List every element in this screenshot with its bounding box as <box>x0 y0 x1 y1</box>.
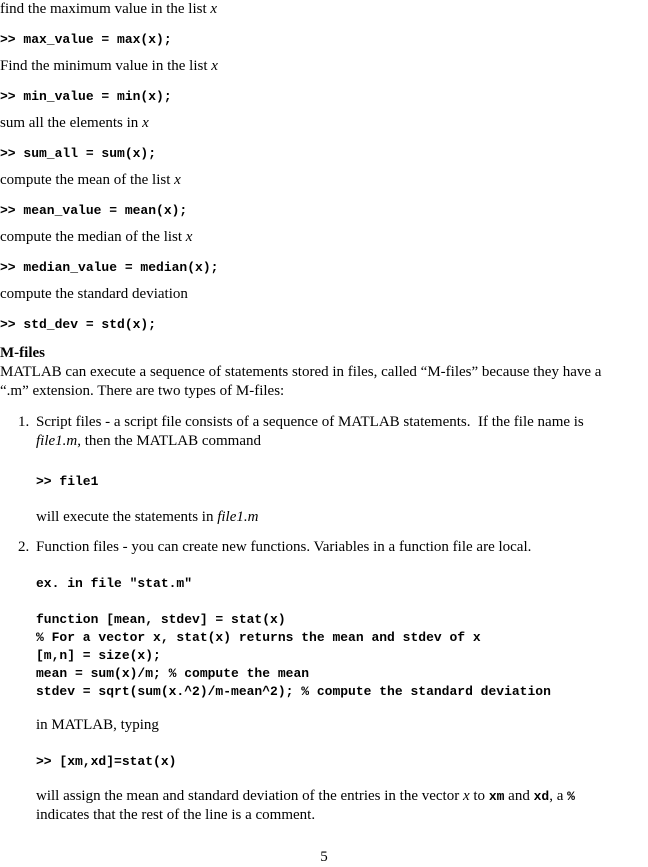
text-span: compute the mean of the list <box>0 172 175 188</box>
text-span: will assign the mean and standard deviation of the entries in the vector <box>36 788 463 804</box>
file-name: file1.m <box>217 509 259 525</box>
list-item-text: Function files - you can create new functions. Variables in a function file are local. <box>36 539 532 555</box>
code-line: ex. in file "stat.m" <box>36 576 193 591</box>
text-span: , then the MATLAB command <box>77 433 261 449</box>
file-name: file1.m <box>36 433 78 449</box>
code-line: function [mean, stdev] = stat(x) <box>36 612 286 627</box>
math-var: x <box>174 172 181 188</box>
list-item-text: indicates that the rest of the line is a comment. <box>36 807 316 823</box>
paragraph-line: “.m” extension. There are two types of M-files: <box>0 383 285 399</box>
text-span: will execute the statements in <box>36 509 218 525</box>
code-line: >> std_dev = std(x); <box>0 317 157 332</box>
text-span: and <box>504 788 534 804</box>
math-var: x <box>185 229 193 245</box>
code-span: xd <box>533 789 550 804</box>
list-item-text <box>36 508 258 527</box>
text-line <box>0 171 181 190</box>
code-line: >> sum_all = sum(x); <box>0 146 157 161</box>
text-span: , a <box>549 788 568 804</box>
code-line: [m,n] = size(x); <box>36 648 161 663</box>
list-number: 1. <box>18 414 30 430</box>
text-span: sum all the elements in <box>0 115 143 131</box>
code-line: >> [xm,xd]=stat(x) <box>36 754 177 769</box>
math-var: x <box>210 1 218 17</box>
math-var: x <box>142 115 149 131</box>
text-line <box>0 0 217 19</box>
text-line <box>0 114 149 133</box>
code-line: stdev = sqrt(sum(x.^2)/m-mean^2); % compute the standard deviation <box>36 684 551 699</box>
text-span: find the maximum value in the list <box>0 1 211 17</box>
math-var: x <box>462 788 470 804</box>
list-number: 2. <box>18 539 30 555</box>
code-line: >> min_value = min(x); <box>0 89 172 104</box>
page-number: 5 <box>320 849 328 865</box>
code-line: >> max_value = max(x); <box>0 32 172 47</box>
section-heading: M-files <box>0 345 45 361</box>
code-line: % For a vector x, stat(x) returns the mean and stdev of x <box>36 630 481 645</box>
list-item-text: in MATLAB, typing <box>36 717 159 733</box>
text-line: compute the standard deviation <box>0 286 188 302</box>
text-span: compute the median of the list <box>0 229 186 245</box>
code-line: >> median_value = median(x); <box>0 260 219 275</box>
math-var: x <box>211 58 218 74</box>
text-line <box>0 228 192 247</box>
text-span: Find the minimum value in the list <box>0 58 212 74</box>
list-item-text <box>36 432 261 451</box>
code-line: >> mean_value = mean(x); <box>0 203 188 218</box>
code-line: >> file1 <box>36 474 99 489</box>
code-span: xm <box>488 789 505 804</box>
list-item-text <box>36 787 575 806</box>
text-line <box>0 57 218 76</box>
paragraph-line: MATLAB can execute a sequence of statements stored in files, called “M-files” because they have a <box>0 364 602 380</box>
text-span: to <box>469 788 489 804</box>
code-span: % <box>567 789 575 804</box>
code-line: mean = sum(x)/m; % compute the mean <box>36 666 310 681</box>
list-item-text: Script files - a script file consists of a sequence of MATLAB statements. If the file name is <box>36 414 584 430</box>
